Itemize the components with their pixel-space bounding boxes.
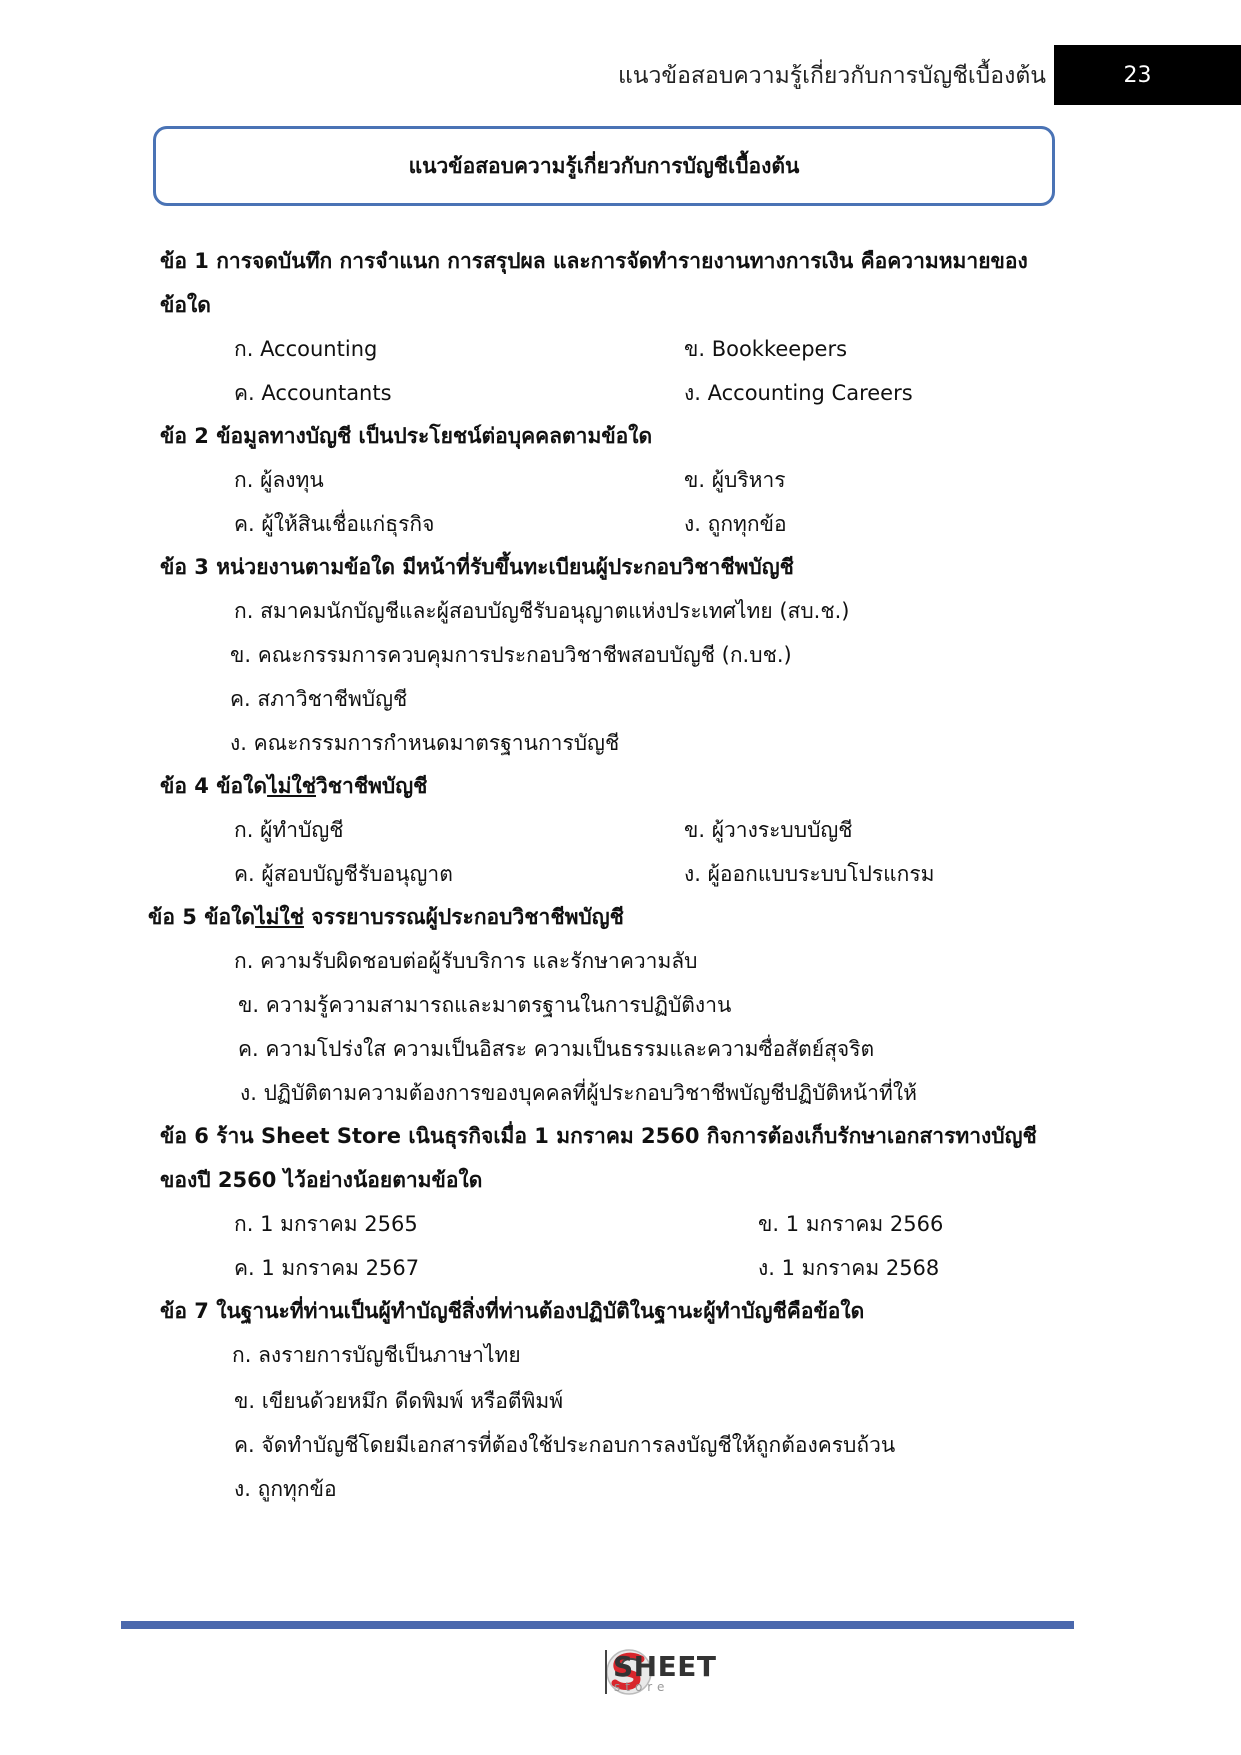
- question-1-line-1: ข้อ 1 การจดบันทึก การจำแนก การสรุปผล และการจัดทำรายงานทางการเงิน คือความหมายของ: [160, 249, 1028, 273]
- document-title: แนวข้อสอบความรู้เกี่ยวกับการบัญชีเบื้องต้น: [408, 153, 800, 178]
- q3-option-d: ง. คณะกรรมการกำหนดมาตรฐานการบัญชี: [230, 731, 620, 755]
- q3-option-c: ค. สภาวิชาชีพบัญชี: [230, 687, 408, 711]
- question-4-underlined: ไม่ใช่: [267, 774, 316, 798]
- q7-option-a: ก. ลงรายการบัญชีเป็นภาษาไทย: [232, 1343, 521, 1367]
- q2-option-c: ค. ผู้ให้สินเชื่อแก่ธุรกิจ: [234, 512, 435, 536]
- question-2: ข้อ 2 ข้อมูลทางบัญชี เป็นประโยชน์ต่อบุคคลตามข้อใด: [160, 424, 653, 448]
- q3-option-a: ก. สมาคมนักบัญชีและผู้สอบบัญชีรับอนุญาตแห่งประเทศไทย (สบ.ช.): [234, 599, 850, 623]
- logo-divider: [605, 1650, 607, 1694]
- question-3: ข้อ 3 หน่วยงานตามข้อใด มีหน้าที่รับขึ้นทะเบียนผู้ประกอบวิชาชีพบัญชี: [160, 555, 794, 579]
- q1-option-d: ง. Accounting Careers: [684, 381, 913, 405]
- q5-option-b: ข. ความรู้ความสามารถและมาตรฐานในการปฏิบัติงาน: [238, 993, 732, 1017]
- q6-option-b: ข. 1 มกราคม 2566: [758, 1212, 944, 1236]
- question-4-prefix: ข้อ 4 ข้อใด: [160, 774, 268, 798]
- document-title-box: [153, 126, 1055, 206]
- q6-option-a: ก. 1 มกราคม 2565: [234, 1212, 418, 1236]
- q7-option-b: ข. เขียนด้วยหมึก ดีดพิมพ์ หรือตีพิมพ์: [234, 1389, 564, 1413]
- q5-option-c: ค. ความโปร่งใส ความเป็นอิสระ ความเป็นธรรมและความซื่อสัตย์สุจริต: [238, 1037, 875, 1061]
- q7-option-d: ง. ถูกทุกข้อ: [234, 1477, 337, 1501]
- question-5-prefix: ข้อ 5 ข้อใด: [148, 905, 256, 929]
- question-5-suffix: จรรยาบรรณผู้ประกอบวิชาชีพบัญชี: [303, 905, 624, 929]
- question-4: [160, 770, 427, 803]
- page-number: 23: [1123, 62, 1152, 88]
- q4-option-c: ค. ผู้สอบบัญชีรับอนุญาต: [234, 862, 453, 886]
- question-5: [148, 901, 624, 934]
- q7-option-c: ค. จัดทำบัญชีโดยมีเอกสารที่ต้องใช้ประกอบการลงบัญชีให้ถูกต้องครบถ้วน: [234, 1433, 896, 1457]
- question-5-underlined: ไม่ใช่: [255, 905, 304, 929]
- q4-option-a: ก. ผู้ทำบัญชี: [234, 818, 344, 842]
- q4-option-b: ข. ผู้วางระบบบัญชี: [684, 818, 853, 842]
- question-6-line-1: ข้อ 6 ร้าน Sheet Store เนินธุรกิจเมื่อ 1 มกราคม 2560 กิจการต้องเก็บรักษาเอกสารทางบัญชี: [160, 1124, 1037, 1148]
- q6-option-d: ง. 1 มกราคม 2568: [758, 1256, 940, 1280]
- q2-option-b: ข. ผู้บริหาร: [684, 468, 786, 492]
- question-6-line-2: ของปี 2560 ไว้อย่างน้อยตามข้อใด: [160, 1168, 483, 1192]
- q2-option-a: ก. ผู้ลงทุน: [234, 468, 324, 492]
- q4-option-d: ง. ผู้ออกแบบระบบโปรแกรม: [684, 862, 935, 886]
- q1-option-b: ข. Bookkeepers: [684, 337, 848, 361]
- question-1-line-2: ข้อใด: [160, 293, 211, 317]
- question-7: ข้อ 7 ในฐานะที่ท่านเป็นผู้ทำบัญชีสิ่งที่ท่านต้องปฏิบัติในฐานะผู้ทำบัญชีคือข้อใด: [160, 1299, 865, 1323]
- logo-subtext: store: [614, 1680, 670, 1694]
- q1-option-a: ก. Accounting: [234, 337, 378, 361]
- footer-rule: [121, 1621, 1074, 1629]
- running-header-title: แนวข้อสอบความรู้เกี่ยวกับการบัญชีเบื้องต้น: [617, 63, 1046, 89]
- q6-option-c: ค. 1 มกราคม 2567: [234, 1256, 420, 1280]
- q1-option-c: ค. Accountants: [234, 381, 392, 405]
- q5-option-a: ก. ความรับผิดชอบต่อผู้รับบริการ และรักษาความลับ: [234, 949, 698, 973]
- page-number-box: [1054, 45, 1241, 105]
- q5-option-d: ง. ปฏิบัติตามความต้องการของบุคคลที่ผู้ประกอบวิชาชีพบัญชีปฏิบัติหน้าที่ให้: [240, 1081, 917, 1105]
- q2-option-d: ง. ถูกทุกข้อ: [684, 512, 787, 536]
- logo-text: SHEET: [613, 1650, 717, 1683]
- question-4-suffix: วิชาชีพบัญชี: [315, 774, 428, 798]
- q3-option-b: ข. คณะกรรมการควบคุมการประกอบวิชาชีพสอบบัญชี (ก.บช.): [230, 643, 792, 667]
